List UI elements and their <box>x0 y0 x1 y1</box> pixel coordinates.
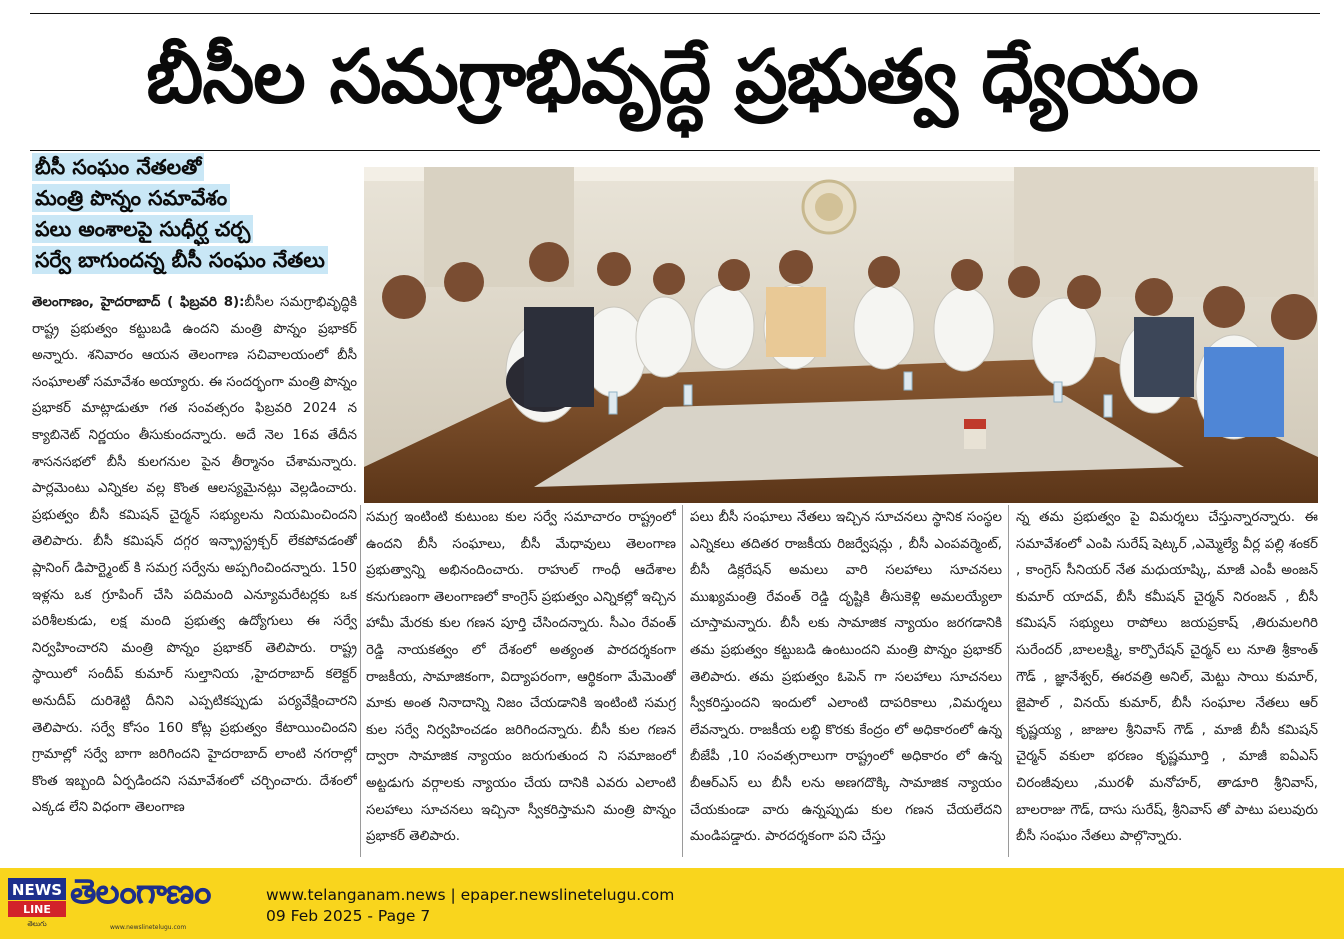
article-column-2-text: సమగ్ర ఇంటింటి కుటుంబ కుల సర్వే సమాచారం రాష్ట్రంలో ఉందని బీసీ సంఘాలు, బీసీ మేధావులు తెలంగాణ ప్రభుత్వాన్ని అభినందించారు. రాహుల్ గాంధీ ఆదేశాల కనుగుణంగా తెలంగాణలో కాంగ్రెస్ ప్రభుత్వం ఎన్నికల్లో ఇచ్చిన హామీ మేరకు కుల గణన పూర్తి చేసిందన్నారు. సీఎం రేవంత్ రెడ్డి నాయకత్వం లో దేశంలో అత్యంత పారదర్శకంగా రాజకీయ, సామాజికంగా, విద్యాపరంగా, ఆర్థికంగా మేమెంతో మాకు అంత నినాదాన్ని నిజం చేయడానికి ఇంటింటి సమగ్ర కుల సర్వే నిర్వహించడం జరిగిందన్నారు. బీసీ కుల గణన ద్వారా సామాజిక న్యాయం జరుగుతుంద ని సమాజంలో అట్టడుగు వర్గాలకు న్యాయం చేయ దానికి ఎవరు ఎలాంటి సలహాలు సూచనలు ఇచ్చినా స్వీకరిస్తామని మంత్రి పొన్నం ప్రభాకర్ తెలిపారు. <box>366 510 676 845</box>
logo-telugu-text: తెలుగు <box>27 920 47 928</box>
brand-url: www.newslinetelugu.com <box>110 924 187 931</box>
footer-links: www.telanganam.news | epaper.newslinetelugu.com <box>266 886 675 904</box>
subheads <box>32 153 362 277</box>
meeting-photo-art <box>364 167 1318 503</box>
newsline-logo <box>8 878 66 928</box>
article-column-2 <box>366 505 676 857</box>
meeting-photo <box>364 167 1318 503</box>
article-column-4-text: న్న తమ ప్రభుత్వం పై విమర్శలు చేస్తున్నారన్నారు. ఈ సమావేశంలో ఎంపి సురేష్ షెట్కర్ ,ఎమ్మెల్యే వీర్ల పల్లి శంకర్ , కాంగ్రెస్ సీనియర్ నేత మధుయాష్కి, మాజీ ఎంపీ అంజన్ కుమార్ యాదవ్, బీసీ కమీషన్ చైర్మన్ నిరంజన్ , బీసీ కమిషన్ సభ్యులు రాపోలు జయప్రకాష్ ,తిరుమలగిరి సురేందర్ ,బాలలక్ష్మి, కార్పొరేషన్ చైర్మన్ లు నూతి శ్రీకాంత్ గౌడ్ , జ్ఞానేశ్వర్, ఈరవత్రి అనిల్, మెట్టు సాయి కుమార్, జైపాల్ , వినయ్ కుమార్, బీసీ సంఘాల నేతలు ఆర్ కృష్ణయ్య , జాజుల శ్రీనివాస్ గౌడ్ , మాజీ బీసీ కమిషన్ చైర్మన్ వకులా భరణం కృష్ణమూర్తి , మాజీ ఐఏఎస్ చిరంజీవులు ,మురళీ మనోహర్, తాడూరి శ్రీనివాస్, బాలరాజు గౌడ్, దాసు సురేష్, శ్రీనివాస్ తో పాటు పలువురు బీసీ సంఘం నేతలు పాల్గొన్నారు. <box>1016 510 1318 845</box>
logo-news-text: NEWS <box>11 881 63 899</box>
footer-bar <box>0 868 1344 939</box>
subhead-3: పలు అంశాలపై సుధీర్ఘ చర్చ <box>32 215 253 243</box>
article-column-1 <box>32 290 357 860</box>
top-rule <box>30 13 1320 14</box>
article-column-4 <box>1016 505 1318 857</box>
headline-underline <box>30 150 1320 151</box>
logo-line-text: LINE <box>23 903 51 916</box>
dateline: తెలంగాణం, హైదరాబాద్ ( ఫిబ్రవరి 8): <box>32 295 245 310</box>
subhead-1: బీసీ సంఘం నేతలతో <box>32 153 204 181</box>
column-divider-3 <box>1008 505 1009 857</box>
article-column-3 <box>690 505 1002 857</box>
newsline-logo-icon <box>8 878 66 928</box>
telanganam-brand: తెలంగాణం <box>70 872 211 912</box>
headline: బీసీల సమగ్రాభివృద్ధే ప్రభుత్వ ధ్యేయం <box>146 34 1198 120</box>
column-divider-2 <box>682 505 683 857</box>
subhead-4: సర్వే బాగుందన్న బీసీ సంఘం నేతలు <box>32 246 328 274</box>
footer-date-page: 09 Feb 2025 - Page 7 <box>266 907 431 925</box>
article-column-1-text: బీసీల సమగ్రాభివృద్ధికి రాష్ట్ర ప్రభుత్వం కట్టుబడి ఉందని మంత్రి పొన్నం ప్రభాకర్ అన్నారు. శనివారం ఆయన తెలంగాణ సచివాలయంలో బీసీ సంఘాలతో సమావేశం అయ్యారు. ఈ సందర్భంగా మంత్రి పొన్నం ప్రభాకర్ మాట్లాడుతూ గత సంవత్సరం ఫిబ్రవరి 2024 న క్యాబినెట్ నిర్ణయం తీసుకుందన్నారు. అదే నెల 16వ తేదీన శాసనసభలో బీసీ కులగనుల పైన తీర్మానం చేశామన్నారు. పార్లమెంటు ఎన్నికల వల్ల కొంత ఆలస్యమైనట్లు వెల్లడించారు. ప్రభుత్వం బీసీ కమిషన్ చైర్మన్ సభ్యులను నియమించిందని తెలిపారు. బీసీ కమిషన్ దగ్గర ఇన్ఫ్రాస్ట్రక్చర్ లేకపోవడంతో ప్లానింగ్ డిపార్ట్మెంట్ కి సమగ్ర సర్వేను అప్పగించిందన్నారు. 150 ఇళ్లను ఒక గ్రూపింగ్ చేసి పదిమంది ఎన్యూమరేటర్లకు ఒక పరిశీలకుడు, లక్ష మంది ప్రభుత్వ ఉద్యోగులు ఈ సర్వే నిర్వహించారని మంత్రి పొన్నం ప్రభాకర్ తెలిపారు. రాష్ట్ర స్థాయిలో సందీప్ కుమార్ సుల్తానియ ,హైదరాబాద్ కలెక్టర్ అనుదీప్ దురిశెట్టి దీనిని ఎప్పటికప్పుడు పర్యవేక్షించారని తెలిపారు. సర్వే కోసం 160 కోట్ల ప్రభుత్వం కేటాయించిందని గ్రామాల్లో సర్వే బాగా జరిగిందని హైదరాబాద్ లాంటి నగరాల్లో కొంత ఇబ్బంది ఏర్పడిందని సమావేశంలో చర్చించారు. దేశంలో ఎక్కడ లేని విధంగా తెలంగాణ <box>32 295 357 816</box>
column-divider-1 <box>360 505 361 857</box>
article-column-3-text: పలు బీసీ సంఘాలు నేతలు ఇచ్చిన సూచనలు స్థానిక సంస్థల ఎన్నికలు తదితర రాజకీయ రిజర్వేషన్లు , బీసీ ఎంపవర్మెంట్, బీసీ డిక్లరేషన్ అమలు వారి సలహాలు సూచనలు ముఖ్యమంత్రి రేవంత్ రెడ్డి దృష్టికి తీసుకెళ్లి అమలయ్యేలా చూస్తామన్నారు. బీసీ లకు సామాజిక న్యాయం జరగడానికి తమ ప్రభుత్వం కట్టుబడి ఉంటుందని మంత్రి పొన్నం ప్రభాకర్ తెలిపారు. తమ ప్రభుత్వం ఓపెన్ గా సలహాలు సూచనలు స్వీకరిస్తుందని ఇందులో ఎలాంటి దాపరికాలు ,విమర్శలు లేవన్నారు. రాజకీయ లబ్ధి కొరకు కేంద్రం లో అధికారంలో ఉన్న బీజేపీ ,10 సంవత్సరాలుగా రాష్ట్రంలో అధికారం లో ఉన్న బీఆర్ఎస్ లు బీసీ లను అణగదొక్కి సామాజిక న్యాయం చేయకుండా వారు ఉన్నప్పుడు కుల గణన చేయలేదని మండిపడ్డారు. పారదర్శకంగా పని చేస్తు <box>690 510 1002 845</box>
subhead-2: మంత్రి పొన్నం సమావేశం <box>32 184 230 212</box>
